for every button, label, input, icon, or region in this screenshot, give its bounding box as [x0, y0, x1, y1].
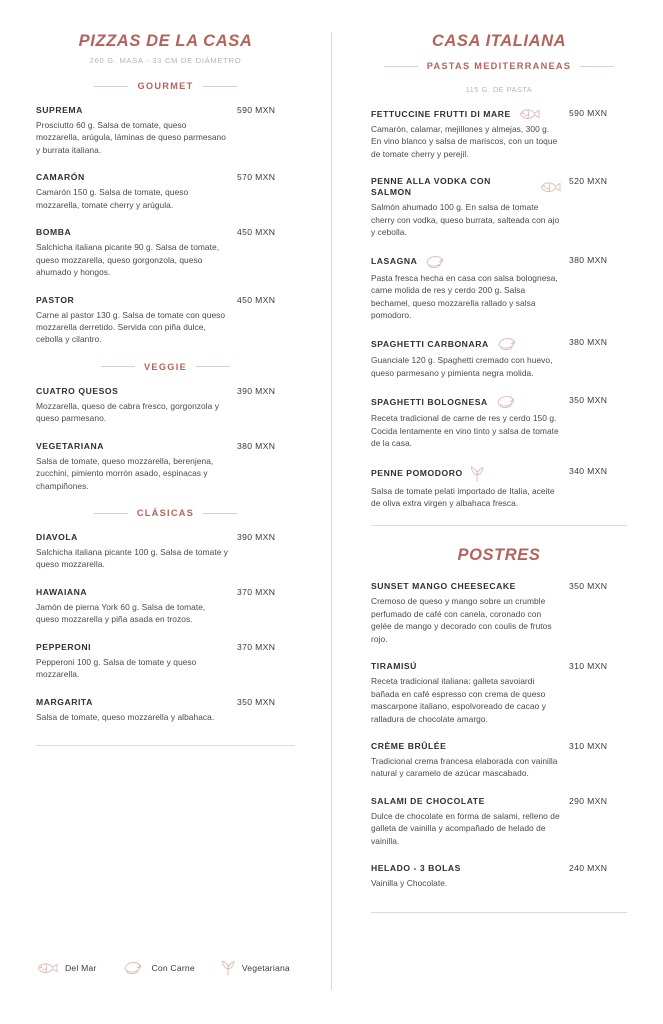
- menu-item-main: [371, 661, 569, 725]
- section-rule-left: [94, 86, 128, 87]
- menu-item: [371, 395, 627, 449]
- menu-item-name: LASAGNA: [371, 256, 418, 267]
- menu-item-name-row: [371, 108, 561, 120]
- menu-item-price: 350 MXN: [569, 395, 608, 406]
- menu-item-main: [36, 386, 237, 425]
- menu-item-price: 310 MXN: [569, 740, 608, 751]
- menu-item-main: [36, 295, 237, 346]
- legend: [36, 960, 290, 976]
- menu-item-description: Camarón 150 g. Salsa de tomate, queso mozzarella, tomate cherry y arúgula.: [36, 187, 189, 210]
- legend-item: [122, 961, 194, 975]
- section-rule-left: [94, 513, 128, 514]
- menu-item-name: PASTOR: [36, 294, 75, 305]
- menu-item-main: [371, 863, 569, 889]
- menu-item-description: Prosciutto 60 g. Salsa de tomate, queso mozzarella, arúgula, láminas de queso parmesano y burrata italiana.: [36, 120, 226, 155]
- menu-item-description: Camarón, calamar, mejillones y almejas, 300 g. En vino blanco y salsa de mariscos, con un toque de tomate cherry y perejil.: [371, 124, 558, 159]
- fish-icon: [518, 108, 540, 120]
- legend-label: Vegetariana: [241, 963, 290, 973]
- menu-item-main: [371, 581, 569, 645]
- menu-item-price: 350 MXN: [569, 581, 608, 592]
- menu-item-name-row: [36, 441, 229, 452]
- fish-icon: [36, 962, 58, 974]
- menu-item-description: Salsa de tomate pelati importado de Italia, aceite de oliva extra virgen y albahaca fresca.: [371, 485, 555, 508]
- menu-item: [36, 386, 295, 425]
- menu-item-name-row: [36, 587, 229, 598]
- pasta-items-container: [371, 108, 627, 509]
- right-bottom-rule: [371, 912, 627, 913]
- menu-item-name: SPAGHETTI BOLOGNESA: [371, 396, 488, 407]
- menu-item-description: Dulce de chocolate en forma de salami, relleno de galleta de vainilla y acompañado de helado de vainilla.: [371, 810, 560, 846]
- menu-item: [371, 796, 627, 847]
- menu-item-price: 450 MXN: [237, 294, 276, 305]
- menu-item-price: 590 MXN: [237, 105, 276, 115]
- menu-item-name: SPAGHETTI CARBONARA: [371, 338, 489, 349]
- section-label-veggie: [36, 362, 295, 372]
- menu-item-name-row: [371, 466, 561, 482]
- menu-item-name: DIAVOLA: [36, 532, 78, 542]
- menu-item-name-row: [371, 796, 561, 807]
- menu-item: [371, 466, 627, 510]
- section-label-text: GOURMET: [137, 81, 194, 91]
- menu-item-price: 240 MXN: [569, 863, 608, 874]
- menu-item-name-row: [36, 386, 229, 397]
- menu-item-name-row: [371, 741, 561, 752]
- menu-item-name: CUATRO QUESOS: [36, 385, 119, 396]
- menu-item: [36, 227, 295, 278]
- menu-item-description: Cremoso de queso y mango sobre un crumble perfumado de café con canela, coronado con gelée de mango y decorado con coulis de frutos rojo.: [371, 596, 552, 644]
- section-rule-left: [101, 366, 135, 367]
- menu-item-name-row: [371, 581, 561, 592]
- section-label-text: VEGGIE: [143, 361, 188, 372]
- menu-item: [36, 642, 295, 681]
- menu-item-name-row: [371, 337, 561, 351]
- menu-item: [371, 176, 627, 238]
- menu-item-name: MARGARITA: [36, 696, 93, 707]
- menu-item-main: [371, 466, 569, 510]
- menu-item-name-row: [371, 395, 561, 409]
- menu-item: [371, 581, 627, 645]
- menu-item-name: SALAMI DE CHOCOLATE: [371, 795, 485, 806]
- left-column: [0, 0, 331, 1024]
- menu-item-description: Salsa de tomate, queso mozzarella, berenjena, zucchini, pimiento morrón asado, espinacas y champiñones.: [36, 455, 214, 491]
- menu-item-price: 340 MXN: [569, 465, 608, 476]
- section-label-gourmet: [36, 81, 295, 91]
- section-rule-right: [580, 66, 614, 67]
- section-rule-right: [196, 366, 230, 367]
- menu-item-name: SUPREMA: [36, 105, 83, 115]
- menu-item: [36, 441, 295, 492]
- menu-item: [36, 532, 295, 571]
- menu-item-main: [371, 337, 569, 379]
- menu-item-description: Guanciale 120 g. Spaghetti cremado con huevo, queso parmesano y pimienta negra molida.: [371, 355, 553, 378]
- menu-item-description: Mozzarella, queso de cabra fresco, gorgonzola y queso parmesano.: [36, 400, 219, 424]
- menu-item-name: SUNSET MANGO CHEESECAKE: [371, 581, 516, 592]
- menu-item-price: 390 MXN: [237, 385, 276, 396]
- menu-item-description: Carne al pastor 130 g. Salsa de tomate con queso mozzarella derretido. Servida con piña dulce, cebolla y cilantro.: [36, 309, 226, 345]
- menu-item: [36, 172, 295, 211]
- meat-icon: [122, 961, 144, 975]
- menu-item-main: [36, 172, 237, 211]
- postres-top-rule: [371, 525, 627, 526]
- menu-item-price: 370 MXN: [237, 586, 276, 597]
- menu-item-description: Tradicional crema francesa elaborada con vainilla natural y caramelo de azúcar mascabado.: [371, 755, 558, 779]
- meat-icon: [496, 337, 518, 351]
- menu-item-name-row: [371, 661, 561, 672]
- menu-item-description: Receta tradicional italiana: galleta savoiardi bañada en café espresso con crema de queso mascarpone italiano, espolvoreado de cacao y ralladura de chocolate amargo.: [371, 676, 546, 724]
- menu-item-main: [36, 642, 237, 681]
- menu-item-main: [371, 255, 569, 322]
- menu-item-description: Salchicha italiana picante 90 g. Salsa de tomate, queso mozzarella, queso gorgonzola, queso ahumado y hongos.: [36, 242, 220, 278]
- menu-item-price: 590 MXN: [569, 108, 608, 118]
- right-menu-title: CASA ITALIANA: [431, 32, 567, 50]
- menu-item-main: [36, 697, 237, 723]
- menu-item-main: [36, 441, 237, 492]
- menu-item: [371, 863, 627, 889]
- menu-item-name: PENNE POMODORO: [371, 468, 463, 479]
- menu-item-description: Jamón de pierna York 60 g. Salsa de tomate, queso mozzarella y piña asada en trozos.: [36, 601, 206, 625]
- section-rule-right: [203, 513, 237, 514]
- right-column: [331, 0, 663, 1024]
- menu-item-price: 450 MXN: [237, 227, 276, 238]
- menu-item-main: [371, 741, 569, 780]
- menu-item: [371, 741, 627, 780]
- menu-item-main: [371, 796, 569, 847]
- menu-item-name: TIRAMISÚ: [371, 661, 417, 672]
- pastas-portion-note: 115 G. DE PASTA: [465, 85, 533, 94]
- menu-item-name: VEGETARIANA: [36, 440, 104, 451]
- menu-item-main: [371, 395, 569, 449]
- menu-item-price: 390 MXN: [237, 532, 276, 542]
- legend-item: [36, 962, 96, 974]
- menu-item-name-row: [36, 172, 229, 183]
- section-rule-left: [384, 66, 418, 67]
- menu-item-name: FETTUCCINE FRUTTI DI MARE: [371, 108, 511, 119]
- menu-item: [371, 661, 627, 725]
- menu-item-price: 380 MXN: [237, 440, 276, 451]
- section-label-clásicas: [36, 508, 295, 518]
- menu-item-price: 520 MXN: [569, 176, 608, 187]
- menu-item-name: HELADO - 3 BOLAS: [371, 863, 461, 874]
- menu-item-description: Salchicha italiana picante 100 g. Salsa de tomate y queso mozzarella.: [36, 547, 229, 570]
- menu-item-price: 290 MXN: [569, 795, 608, 806]
- menu-item-price: 370 MXN: [237, 641, 276, 652]
- menu-item-main: [36, 532, 237, 571]
- menu-item-main: [36, 227, 237, 278]
- left-menu-subtitle: 260 G. MASA - 33 CM DE DIÁMETRO: [89, 56, 242, 65]
- menu-item-name-row: [36, 105, 229, 116]
- menu-item-name: CRÈME BRÛLÉE: [371, 740, 447, 751]
- menu-item-name: PENNE ALLA VODKA CON SALMON: [371, 176, 491, 198]
- menu-item-description: Pasta fresca hecha en casa con salsa bolognesa, carne molida de res y cerdo 200 g. Salsa bechamel, queso mozzarella rallado y salsa pomodoro.: [371, 272, 558, 320]
- menu-item-main: [36, 587, 237, 626]
- menu-item-name-row: [36, 532, 229, 543]
- menu-item-price: 350 MXN: [237, 696, 276, 707]
- menu-item: [36, 697, 295, 723]
- menu-item-name-row: [371, 176, 561, 198]
- section-rule-right: [203, 86, 237, 87]
- menu-item-name-row: [36, 642, 229, 653]
- leaf-icon: [221, 960, 235, 976]
- menu-item-main: [371, 176, 569, 238]
- pastas-section-label: [371, 61, 627, 71]
- menu-item-name-row: [36, 227, 229, 238]
- menu-item-name: HAWAIANA: [36, 586, 88, 597]
- menu-item-price: 380 MXN: [569, 337, 608, 348]
- leaf-icon: [470, 466, 484, 482]
- meat-icon: [495, 395, 517, 409]
- dessert-items-container: [371, 581, 627, 889]
- postres-title: POSTRES: [457, 546, 541, 565]
- menu-item: [371, 337, 627, 379]
- fish-icon: [539, 181, 561, 193]
- menu-item-name: CAMARÓN: [36, 172, 85, 183]
- menu-item: [36, 295, 295, 346]
- menu-item: [36, 105, 295, 156]
- left-sections-container: [36, 81, 295, 723]
- menu-item-name-row: [371, 255, 561, 269]
- menu-item-description: Pepperoni 100 g. Salsa de tomate y queso mozzarella.: [36, 656, 197, 680]
- menu-item-description: Salmón ahumado 100 g. En salsa de tomate cherry con vodka, queso burrata, salteada con ajo y cebolla.: [371, 202, 560, 238]
- section-label-text: CLÁSICAS: [136, 508, 195, 518]
- pastas-label-text: PASTAS MEDITERRANEAS: [426, 61, 572, 71]
- menu-item-price: 310 MXN: [569, 661, 608, 672]
- menu-item: [36, 587, 295, 626]
- menu-item-name-row: [36, 295, 229, 306]
- menu-item: [371, 108, 627, 160]
- menu-item-main: [36, 105, 237, 156]
- menu-item: [371, 255, 627, 322]
- left-bottom-rule: [36, 745, 295, 746]
- menu-item-price: 380 MXN: [569, 254, 608, 265]
- legend-label: Del Mar: [65, 963, 97, 973]
- left-menu-title: PIZZAS DE LA CASA: [78, 32, 253, 50]
- menu-item-description: Receta tradicional de carne de res y cerdo 150 g. Cocida lentamente en vino tinto y salsa de tomate de la casa.: [371, 413, 559, 449]
- menu-item-description: Salsa de tomate, queso mozzarella y albahaca.: [36, 711, 215, 722]
- menu-item-price: 570 MXN: [237, 172, 276, 183]
- menu-item-description: Vainilla y Chocolate.: [371, 878, 448, 889]
- menu-item-name-row: [36, 697, 229, 708]
- menu-item-main: [371, 108, 569, 160]
- meat-icon: [424, 255, 446, 269]
- menu-item-name: PEPPERONI: [36, 641, 92, 652]
- legend-label: Con Carne: [151, 963, 195, 973]
- menu-item-name: BOMBA: [36, 227, 72, 238]
- legend-item: [221, 960, 290, 976]
- menu-item-name-row: [371, 863, 561, 874]
